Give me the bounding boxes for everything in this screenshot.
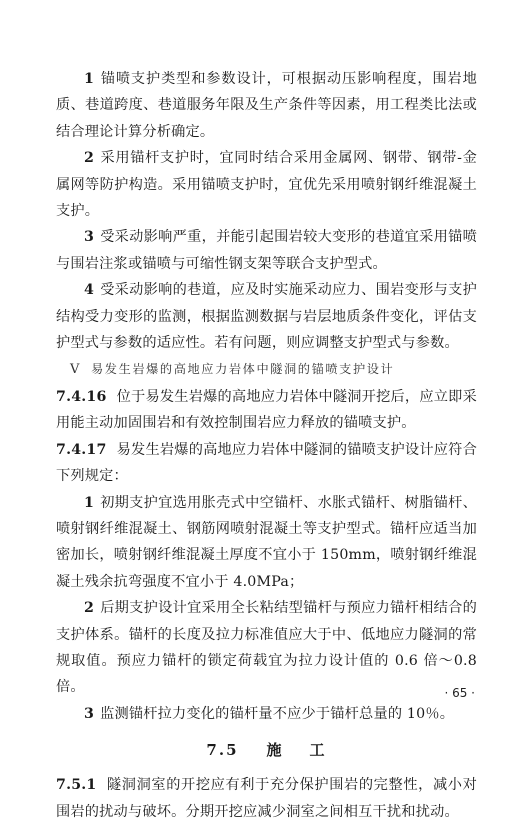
list-item [56, 701, 477, 727]
item-number: 3 [84, 705, 95, 722]
clause-text: 位于易发生岩爆的高地应力岩体中隧洞开挖后，应立即采用能主动加固围岩和有效控制围岩应力释放的锚喷支护。 [56, 388, 477, 432]
list-item [56, 490, 477, 596]
clause-7-4-17 [56, 437, 477, 490]
section-title-char: 施 [266, 741, 284, 760]
item-text: 受采动影响的巷道，应及时实施采动应力、围岩变形与支护结构受力变形的监测，根据监测数据与岩层地质条件变化，评估支护型式与参数的适应性。若有问题，则应调整支护型式与参数。 [56, 282, 477, 352]
page-number: · 65 · [444, 686, 475, 700]
item-number: 2 [84, 600, 95, 617]
section-heading [56, 737, 477, 763]
clause-text: 隧洞洞室的开挖应有利于充分保护围岩的完整性，减小对围岩的扰动与破坏。分期开挖应减少洞室之间相互干扰和扰动。 [56, 777, 477, 820]
list-item [56, 66, 477, 145]
item-text: 采用锚杆支护时，宜同时结合采用金属网、钢带、钢带-金属网等防护构造。采用锚喷支护时，宜优先采用喷射钢纤维混凝土支护。 [56, 150, 477, 220]
list-item [56, 145, 477, 224]
item-number: 1 [84, 71, 95, 87]
item-text: 初期支护宜选用胀壳式中空锚杆、水胀式锚杆、树脂锚杆、喷射钢纤维混凝土、钢筋网喷射混凝土等支护型式。锚杆应适当加密加长，喷射钢纤维混凝土厚度不宜小于 150mm，喷射钢纤维混凝土残余抗弯强度不宜小于 4.0MPa； [56, 494, 477, 590]
list-item [56, 277, 477, 356]
clause-number: 7.5.1 [56, 777, 97, 794]
clause-7-4-16 [56, 384, 477, 437]
subsection-title [56, 356, 477, 383]
clause-text: 易发生岩爆的高地应力岩体中隧洞的锚喷支护设计应符合下列规定： [56, 441, 477, 485]
clause-number: 7.4.16 [56, 388, 107, 405]
item-text: 监测锚杆拉力变化的锚杆量不应少于锚杆总量的 10％。 [100, 705, 455, 722]
clause-number: 7.4.17 [56, 441, 107, 458]
item-text: 后期支护设计宜采用全长粘结型锚杆与预应力锚杆相结合的支护体系。锚杆的长度及拉力标准值应大于中、低地应力隧洞的常规取值。预应力锚杆的锁定荷载宜为拉力设计值的 0.6 倍～0.8 倍。 [56, 600, 477, 696]
item-number: 1 [84, 494, 95, 511]
subsection-title-text: 易发生岩爆的高地应力岩体中隧洞的锚喷支护设计 [91, 362, 395, 377]
section-title-char: 工 [309, 741, 327, 760]
clause-7-5-1 [56, 772, 477, 825]
item-number: 2 [84, 150, 95, 167]
roman-numeral: Ⅴ [70, 362, 81, 378]
section-number: 7.5 [206, 741, 239, 760]
list-item [56, 224, 477, 277]
item-text: 锚喷支护类型和参数设计，可根据动压影响程度，围岩地质、巷道跨度、巷道服务年限及生产条件等因素，用工程类比法或结合理论计算分析确定。 [56, 71, 477, 140]
item-number: 4 [84, 282, 95, 299]
list-item [56, 595, 477, 701]
item-number: 3 [84, 229, 95, 246]
item-text: 受采动影响严重，并能引起围岩较大变形的巷道宜采用锚喷与围岩注浆或锚喷与可缩性钢支架等联合支护型式。 [56, 229, 477, 272]
